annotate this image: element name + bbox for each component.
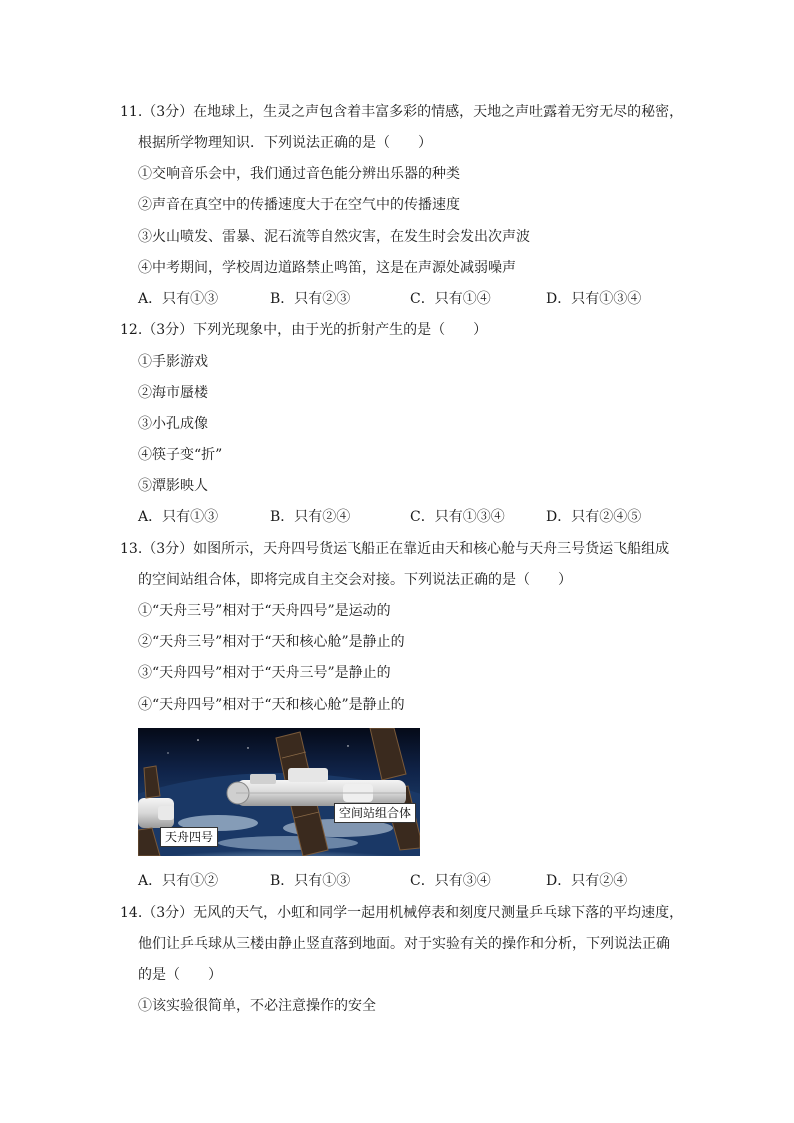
question-12-item-4: ④筷子变“折” [138,447,223,463]
question-14-stem-cont: 他们让乒乓球从三楼由静止竖直落到地面。对于实验有关的操作和分析，下列说法正确 [138,936,670,952]
question-11-item-4: ④中考期间，学校周边道路禁止鸣笛，这是在声源处减弱噪声 [138,260,516,276]
question-12-option-a[interactable]: A．只有①③ [138,509,219,525]
question-11-stem-cont: 根据所学物理知识．下列说法正确的是（ ） [138,135,432,151]
question-12-option-d[interactable]: D．只有②④⑤ [546,509,642,525]
label-tianzhou-4: 天舟四号 [160,827,218,847]
question-13-item-1: ①“天舟三号”相对于“天舟四号”是运动的 [138,603,391,619]
question-13-item-2: ②“天舟三号”相对于“天和核心舱”是静止的 [138,634,405,650]
question-12-option-c[interactable]: C．只有①③④ [410,509,505,525]
question-12-stem: 12.（3分）下列光现象中，由于光的折射产生的是（ ） [120,322,488,338]
question-12-item-3: ③小孔成像 [138,416,208,432]
question-11-option-b[interactable]: B．只有②③ [270,291,351,307]
label-space-station-combo: 空间站组合体 [334,803,416,823]
question-13-item-4: ④“天舟四号”相对于“天和核心舱”是静止的 [138,697,405,713]
question-14-stem: 14.（3分）无风的天气，小虹和同学一起用机械停表和刻度尺测量乒乓球下落的平均速度， [120,905,684,921]
question-13-option-d[interactable]: D．只有②④ [546,873,628,889]
question-12-item-1: ①手影游戏 [138,354,208,370]
question-13-item-3: ③“天舟四号”相对于“天舟三号”是静止的 [138,665,391,681]
question-13-option-b[interactable]: B．只有①③ [270,873,351,889]
question-12-item-5: ⑤潭影映人 [138,478,208,494]
question-11-option-a[interactable]: A．只有①③ [138,291,219,307]
question-13-option-c[interactable]: C．只有③④ [410,873,491,889]
question-11-item-1: ①交响音乐会中，我们通过音色能分辨出乐器的种类 [138,166,460,182]
question-12-item-2: ②海市蜃楼 [138,385,208,401]
question-13-stem: 13.（3分）如图所示，天舟四号货运飞船正在靠近由天和核心舱与天舟三号货运飞船组成 [120,541,670,557]
question-11-item-3: ③火山喷发、雷暴、泥石流等自然灾害，在发生时会发出次声波 [138,229,530,245]
question-11-option-d[interactable]: D．只有①③④ [546,291,642,307]
question-11-option-c[interactable]: C．只有①④ [410,291,491,307]
question-12-option-b[interactable]: B．只有②④ [270,509,351,525]
question-13-option-a[interactable]: A．只有①② [138,873,219,889]
question-13-stem-cont: 的空间站组合体，即将完成自主交会对接。下列说法正确的是（ ） [138,572,572,588]
question-14-stem-cont2: 的是（ ） [138,967,222,983]
question-11-item-2: ②声音在真空中的传播速度大于在空气中的传播速度 [138,197,460,213]
space-station-figure [138,728,420,856]
question-14-item-1: ①该实验很简单，不必注意操作的安全 [138,998,376,1014]
question-11-stem: 11.（3分）在地球上，生灵之声包含着丰富多彩的情感，天地之声吐露着无穷无尽的秘密， [120,104,684,120]
